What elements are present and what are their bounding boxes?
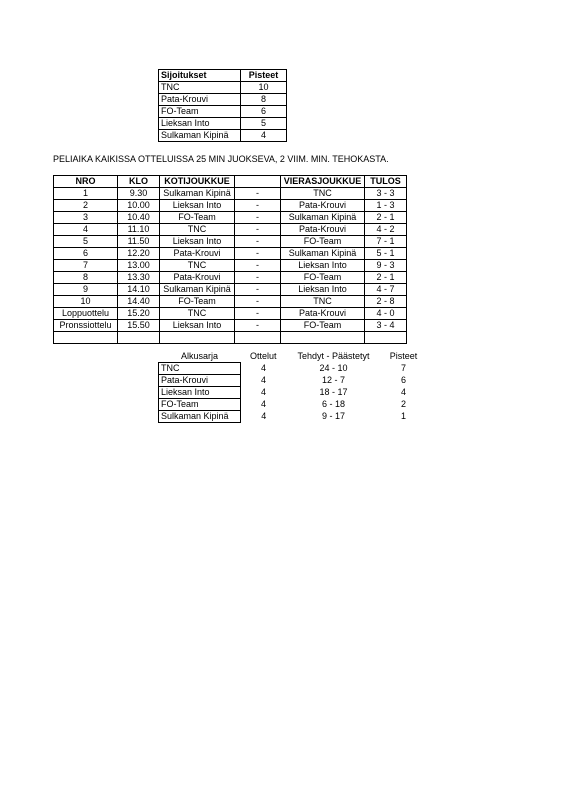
match-result: 2 - 1 [365, 212, 407, 224]
match-time: 11.50 [118, 236, 160, 248]
schedule-header-row [54, 176, 407, 188]
separator: - [235, 188, 281, 200]
header-result: TULOS [365, 176, 407, 188]
game-time-note: PELIAIKA KAIKISSA OTTELUISSA 25 MIN JUOKSEVA, 2 VIIM. MIN. TEHOKASTA. [53, 154, 389, 164]
separator: - [235, 236, 281, 248]
match-number: 4 [54, 224, 118, 236]
standings-team: Lieksan Into [159, 118, 241, 130]
table-row [54, 284, 407, 296]
away-team: Sulkaman Kipinä [281, 248, 365, 260]
match-number: 8 [54, 272, 118, 284]
prelim-goals: 6 - 18 [321, 399, 345, 409]
match-number: 6 [54, 248, 118, 260]
schedule-body [54, 188, 407, 344]
prelim-header-goals: Tehdyt - Päästetyt [297, 351, 370, 362]
home-team: TNC [160, 308, 235, 320]
home-team: Lieksan Into [160, 200, 235, 212]
away-team: Lieksan Into [281, 284, 365, 296]
prelim-goals: 12 - 7 [321, 375, 345, 385]
standings-header-points: Pisteet [241, 70, 287, 82]
match-time: 10.00 [118, 200, 160, 212]
match-number: 3 [54, 212, 118, 224]
home-team: Pata-Krouvi [160, 248, 235, 260]
standings-team: Sulkaman Kipinä [159, 130, 241, 142]
home-team [160, 332, 235, 344]
match-result: 1 - 3 [365, 200, 407, 212]
standings-team: FO-Team [159, 106, 241, 118]
table-row [54, 188, 407, 200]
header-separator [235, 176, 281, 188]
match-result: 3 - 4 [365, 320, 407, 332]
prelim-header-row [159, 351, 427, 363]
match-time: 14.40 [118, 296, 160, 308]
match-time: 10.40 [118, 212, 160, 224]
separator: - [235, 200, 281, 212]
standings-points: 4 [241, 130, 287, 142]
table-row [54, 296, 407, 308]
match-result: 7 - 1 [365, 236, 407, 248]
match-time: 15.50 [118, 320, 160, 332]
away-team: Pata-Krouvi [281, 224, 365, 236]
match-result: 5 - 1 [365, 248, 407, 260]
table-row [54, 272, 407, 284]
header-away-team: VIERASJOUKKUE [281, 176, 365, 188]
separator: - [235, 248, 281, 260]
prelim-points: 7 [400, 363, 406, 373]
home-team: FO-Team [160, 212, 235, 224]
table-row [54, 308, 407, 320]
match-time [118, 332, 160, 344]
table-row [159, 82, 287, 94]
table-row [54, 200, 407, 212]
match-number: Pronssiottelu [54, 320, 118, 332]
prelim-games: 4 [260, 363, 266, 373]
standings-points: 5 [241, 118, 287, 130]
separator: - [235, 224, 281, 236]
match-result: 4 - 0 [365, 308, 407, 320]
table-row [54, 320, 407, 332]
standings-team: TNC [159, 82, 241, 94]
table-row [159, 106, 287, 118]
match-time: 9.30 [118, 188, 160, 200]
match-result: 2 - 1 [365, 272, 407, 284]
away-team: Pata-Krouvi [281, 308, 365, 320]
prelim-points: 6 [400, 375, 406, 385]
table-row [54, 332, 407, 344]
away-team: FO-Team [281, 320, 365, 332]
table-row [159, 399, 427, 411]
prelim-team: Lieksan Into [159, 387, 241, 399]
prelim-games: 4 [260, 375, 266, 385]
table-row [54, 212, 407, 224]
separator: - [235, 308, 281, 320]
home-team: FO-Team [160, 296, 235, 308]
prelim-games: 4 [260, 399, 266, 409]
schedule-table [53, 175, 407, 344]
home-team: Sulkaman Kipinä [160, 284, 235, 296]
match-number: 1 [54, 188, 118, 200]
prelim-points: 1 [400, 411, 406, 421]
separator: - [235, 212, 281, 224]
match-result: 4 - 2 [365, 224, 407, 236]
home-team: TNC [160, 224, 235, 236]
standings-header-row [159, 70, 287, 82]
table-row [159, 94, 287, 106]
prelim-table [158, 351, 427, 423]
separator: - [235, 272, 281, 284]
table-row [159, 411, 427, 423]
prelim-team: FO-Team [159, 399, 241, 411]
away-team: Lieksan Into [281, 260, 365, 272]
standings-header-team: Sijoitukset [159, 70, 241, 82]
table-row [54, 248, 407, 260]
home-team: TNC [160, 260, 235, 272]
standings-table [158, 69, 287, 142]
match-time: 13.00 [118, 260, 160, 272]
away-team: TNC [281, 296, 365, 308]
separator: - [235, 260, 281, 272]
table-row [159, 130, 287, 142]
standings-points: 6 [241, 106, 287, 118]
match-result: 2 - 8 [365, 296, 407, 308]
separator: - [235, 284, 281, 296]
home-team: Pata-Krouvi [160, 272, 235, 284]
header-home-team: KOTIJOUKKUE [160, 176, 235, 188]
match-time: 12.20 [118, 248, 160, 260]
table-row [159, 118, 287, 130]
match-result: 3 - 3 [365, 188, 407, 200]
standings-points: 8 [241, 94, 287, 106]
prelim-team: Pata-Krouvi [159, 375, 241, 387]
standings-points: 10 [241, 82, 287, 94]
table-row [54, 224, 407, 236]
match-number: 10 [54, 296, 118, 308]
home-team: Lieksan Into [160, 320, 235, 332]
home-team: Sulkaman Kipinä [160, 188, 235, 200]
away-team: Pata-Krouvi [281, 200, 365, 212]
prelim-games: 4 [260, 387, 266, 397]
table-row [54, 236, 407, 248]
separator: - [235, 296, 281, 308]
prelim-points: 4 [400, 387, 406, 397]
home-team: Lieksan Into [160, 236, 235, 248]
match-number: 9 [54, 284, 118, 296]
away-team: FO-Team [281, 272, 365, 284]
prelim-header-group: Alkusarja [180, 351, 218, 361]
away-team: Sulkaman Kipinä [281, 212, 365, 224]
table-row [159, 375, 427, 387]
away-team: FO-Team [281, 236, 365, 248]
match-time: 11.10 [118, 224, 160, 236]
prelim-header-games: Ottelut [249, 351, 277, 362]
match-number: Loppuottelu [54, 308, 118, 320]
prelim-goals: 18 - 17 [319, 387, 348, 397]
header-nro: NRO [54, 176, 118, 188]
table-row [159, 387, 427, 399]
prelim-goals: 9 - 17 [321, 411, 345, 421]
standings-team: Pata-Krouvi [159, 94, 241, 106]
prelim-team: TNC [159, 363, 241, 375]
match-result [365, 332, 407, 344]
prelim-team: Sulkaman Kipinä [159, 411, 241, 423]
match-result: 9 - 3 [365, 260, 407, 272]
prelim-goals: 24 - 10 [319, 363, 348, 373]
prelim-games: 4 [261, 411, 267, 421]
match-time: 14.10 [118, 284, 160, 296]
match-result: 4 - 7 [365, 284, 407, 296]
away-team [281, 332, 365, 344]
prelim-header-points: Pisteet [389, 351, 418, 362]
prelim-body [159, 363, 427, 423]
match-number: 2 [54, 200, 118, 212]
table-row [54, 260, 407, 272]
match-time: 13.30 [118, 272, 160, 284]
header-klo: KLO [118, 176, 160, 188]
table-row [159, 363, 427, 375]
match-number: 7 [54, 260, 118, 272]
match-time: 15.20 [118, 308, 160, 320]
match-number: 5 [54, 236, 118, 248]
separator [235, 332, 281, 344]
match-number [54, 332, 118, 344]
away-team: TNC [281, 188, 365, 200]
prelim-points: 2 [400, 399, 406, 409]
separator: - [235, 320, 281, 332]
